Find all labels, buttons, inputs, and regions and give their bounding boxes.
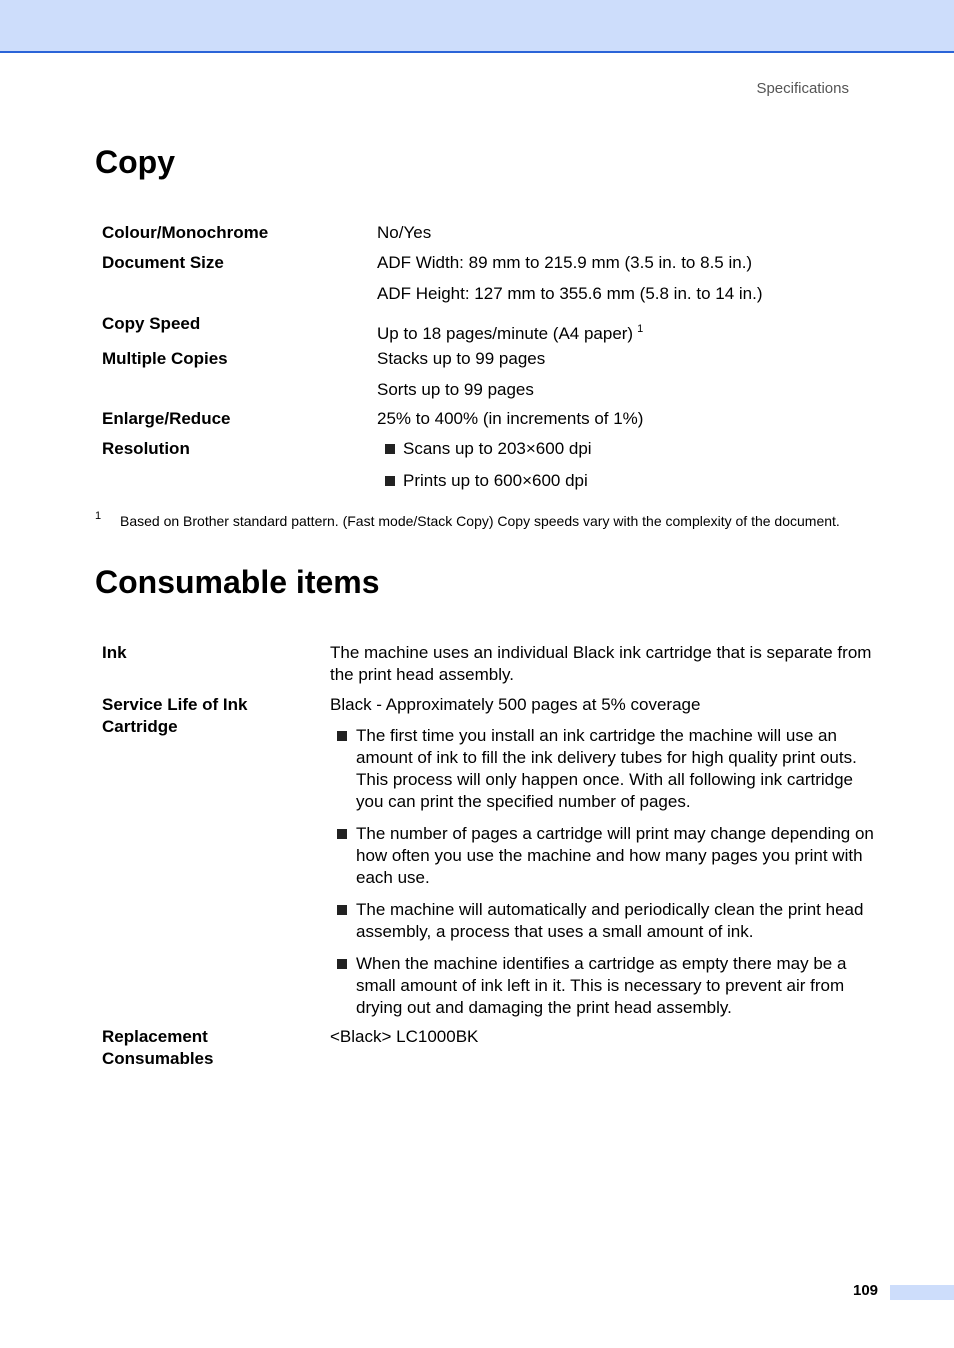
spec-label-multiple-copies: Multiple Copies bbox=[102, 349, 228, 368]
footnote-text: Based on Brother standard pattern. (Fast mode/Stack Copy) Copy speeds vary with the complexity of the document. bbox=[120, 513, 840, 529]
bullet-item-first-install: The first time you install an ink cartridge the machine will use an amount of ink to fill the ink delivery tubes for high quality print outs. This process will only happen once. With all following ink cartridge you can print the specified number of pages. bbox=[337, 725, 878, 813]
square-bullet-icon bbox=[385, 476, 395, 486]
copy-section-title: Copy bbox=[95, 144, 175, 180]
footnote-reference: 1 bbox=[637, 323, 644, 335]
bullet-item-page-count-varies: The number of pages a cartridge will print may change depending on how often you use the machine and how many pages you print with each use. bbox=[337, 823, 878, 889]
spec-label-resolution: Resolution bbox=[102, 439, 190, 458]
spec-value-colour: No/Yes bbox=[377, 223, 432, 242]
top-header-band bbox=[0, 0, 954, 53]
square-bullet-icon bbox=[337, 829, 347, 839]
spec-value-service-life: Black - Approximately 500 pages at 5% coverage bbox=[330, 695, 701, 714]
bullet-item-empty-detection: When the machine identifies a cartridge as empty there may be a small amount of ink left in it. This is necessary to prevent air from drying out and damaging the print head assembly. bbox=[337, 953, 878, 1019]
footnote-number: 1 bbox=[95, 510, 102, 522]
spec-label-service-life: Service Life of Ink Cartridge bbox=[102, 695, 248, 736]
spec-value-adf-width: ADF Width: 89 mm to 215.9 mm (3.5 in. to 8.5 in.) bbox=[377, 253, 753, 272]
spec-value-sorts: Sorts up to 99 pages bbox=[377, 380, 534, 399]
running-header: Specifications bbox=[756, 80, 849, 97]
spec-label-ink: Ink bbox=[102, 643, 127, 662]
consumables-section-title: Consumable items bbox=[95, 564, 380, 600]
bullet-item-scan-resolution: Scans up to 203×600 dpi bbox=[385, 438, 592, 460]
spec-label-enlarge-reduce: Enlarge/Reduce bbox=[102, 409, 231, 428]
spec-label-colour: Colour/Monochrome bbox=[102, 223, 269, 242]
bullet-item-auto-cleaning: The machine will automatically and periodically clean the print head assembly, a process that uses a small amount of ink. bbox=[337, 899, 878, 943]
spec-value-replacement: <Black> LC1000BK bbox=[330, 1027, 479, 1046]
page-tab-marker bbox=[890, 1285, 954, 1300]
spec-value-enlarge-reduce: 25% to 400% (in increments of 1%) bbox=[377, 409, 644, 428]
spec-label-document-size: Document Size bbox=[102, 253, 224, 272]
spec-value-ink: The machine uses an individual Black ink cartridge that is separate from the print head assembly. bbox=[330, 643, 872, 684]
spec-label-copy-speed: Copy Speed bbox=[102, 314, 201, 333]
square-bullet-icon bbox=[337, 731, 347, 741]
bullet-item-print-resolution: Prints up to 600×600 dpi bbox=[385, 470, 588, 492]
square-bullet-icon bbox=[385, 444, 395, 454]
spec-label-replacement: Replacement Consumables bbox=[102, 1027, 214, 1068]
square-bullet-icon bbox=[337, 959, 347, 969]
spec-value-adf-height: ADF Height: 127 mm to 355.6 mm (5.8 in. to 14 in.) bbox=[377, 284, 763, 303]
square-bullet-icon bbox=[337, 905, 347, 915]
copy-speed-text: Up to 18 pages/minute (A4 paper) bbox=[377, 324, 634, 343]
page-number: 109 bbox=[853, 1282, 879, 1299]
spec-value-copy-speed bbox=[377, 318, 643, 345]
spec-value-stacks: Stacks up to 99 pages bbox=[377, 349, 546, 368]
